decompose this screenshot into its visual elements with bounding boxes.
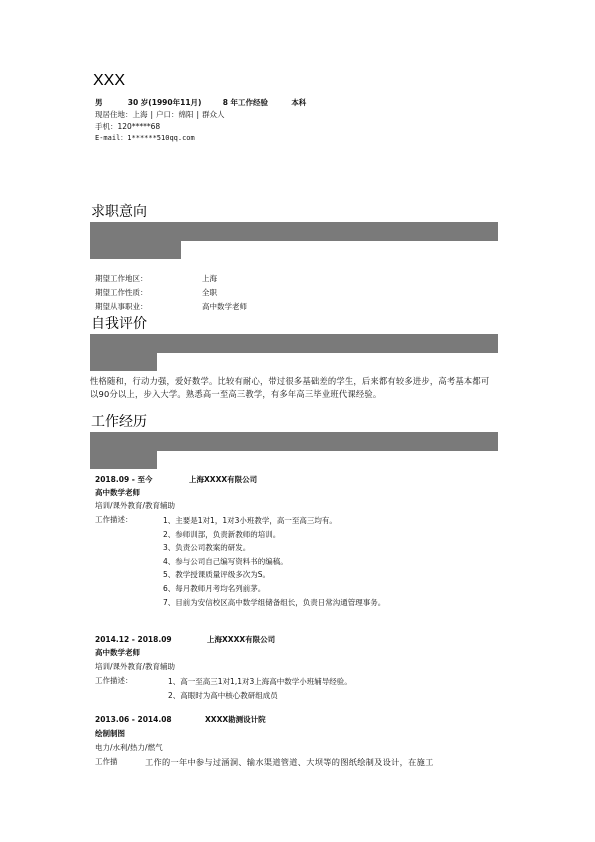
intent-header-bar (90, 222, 498, 241)
intent-label: 期望从事职业： (95, 302, 148, 311)
work-header-block (90, 451, 157, 469)
candidate-name: XXX (93, 72, 126, 89)
job-header (95, 714, 266, 727)
job-position: 高中数学老师 (95, 648, 140, 657)
job-duty-item: 6、每月教师月考均名列前茅。 (163, 583, 266, 593)
job-duty-item: 1、主要是1对1，1对3小班教学，高一至高三均有。 (163, 516, 337, 525)
phone-value: 120*****68 (117, 122, 161, 131)
job-industry: 电力/水利/热力/燃气 (95, 743, 163, 752)
hukou-value: 绵阳 (178, 110, 194, 119)
phone-label: 手机： (95, 122, 118, 131)
education: 本科 (291, 98, 307, 107)
gender: 男 (95, 98, 103, 107)
basic-info-line (95, 97, 306, 108)
intent-row (95, 301, 247, 314)
experience: 8 年工作经验 (222, 98, 269, 107)
age: 30 岁(1990年11月) (127, 98, 202, 107)
job-duty-item: 3、负责公司教案的研发。 (163, 543, 251, 553)
job-desc-label: 工作描 (95, 757, 118, 766)
job-duty-item: 2、参师训部，负责新教师的培训。 (163, 529, 281, 539)
intent-label: 期望工作地区： (95, 274, 148, 283)
job-company: 上海XXXX有限公司 (207, 635, 276, 644)
intent-value: 上海 (202, 274, 217, 283)
job-company: XXXX勘测设计院 (205, 715, 266, 724)
self-eval-text: 性格随和，行动力强，爱好数学。比较有耐心，带过很多基础差的学生，后来都有较多进步，高考基本都可以90分以上，步入大学。熟悉高一至高三教学，有多年高三毕业班代课经验。 (90, 376, 490, 399)
intent-row (95, 287, 217, 300)
intent-value: 全职 (202, 288, 217, 297)
email-value: 1******510qq.com (127, 134, 195, 142)
job-duty-item: 2、高眼时为高中核心教研组成员 (168, 691, 278, 700)
job-duty-list (168, 675, 352, 703)
work-section-title: 工作经历 (91, 414, 147, 430)
email-label: E-mail： (95, 134, 128, 142)
intent-header-block (90, 241, 181, 259)
intent-label: 期望工作性质： (95, 288, 148, 297)
job-position: 高中数学老师 (95, 488, 140, 497)
self-eval-section-title: 自我评价 (91, 316, 147, 332)
job-header (95, 474, 257, 487)
job-duty-item: 5、教学授课质量评级多次为S。 (163, 570, 271, 580)
job-industry: 培训/课外教育/教育辅助 (95, 662, 176, 671)
job-industry: 培训/课外教育/教育辅助 (95, 501, 176, 510)
job-duty-list (163, 514, 385, 609)
email-line (95, 133, 195, 144)
job-company: 上海XXXX有限公司 (189, 475, 258, 484)
intent-row (95, 273, 217, 286)
job-duty-item: 7、目前为安信校区高中数学组储备组长，负责日常沟通管理事务。 (163, 597, 386, 607)
self-eval-header-block (90, 353, 157, 371)
job-period: 2018.09 - 至今 (95, 475, 153, 484)
job-desc-text: 工作的一年中参与过涵洞、输水渠道管道、大坝等的图纸绘制及设计，在施工 (145, 757, 434, 767)
intent-value: 高中数学老师 (202, 302, 247, 311)
job-period: 2013.06 - 2014.08 (95, 715, 172, 724)
job-duty-item: 4、参与公司自己编写资料书的编稿。 (163, 556, 288, 566)
self-eval-header-bar (90, 334, 498, 353)
work-header-bar (90, 432, 498, 451)
intent-section-title: 求职意向 (91, 204, 147, 220)
job-desc-label: 工作描述： (95, 676, 133, 685)
job-desc-label: 工作描述： (95, 515, 133, 524)
political-status: 群众人 (202, 110, 225, 119)
job-duty-item: 1、高一至高三1对1,1对3上海高中数学小班辅导经验。 (168, 677, 352, 686)
location-line: 现居住地：上海 | 户口：绵阳 | 群众人 (95, 110, 225, 119)
hukou-label: 户口： (156, 110, 179, 119)
phone-line (95, 121, 160, 132)
location-value: 上海 (132, 110, 148, 119)
location-label: 现居住地： (95, 110, 133, 119)
job-period: 2014.12 - 2018.09 (95, 635, 172, 644)
job-header (95, 634, 275, 647)
job-position: 绘制制图 (95, 729, 125, 738)
